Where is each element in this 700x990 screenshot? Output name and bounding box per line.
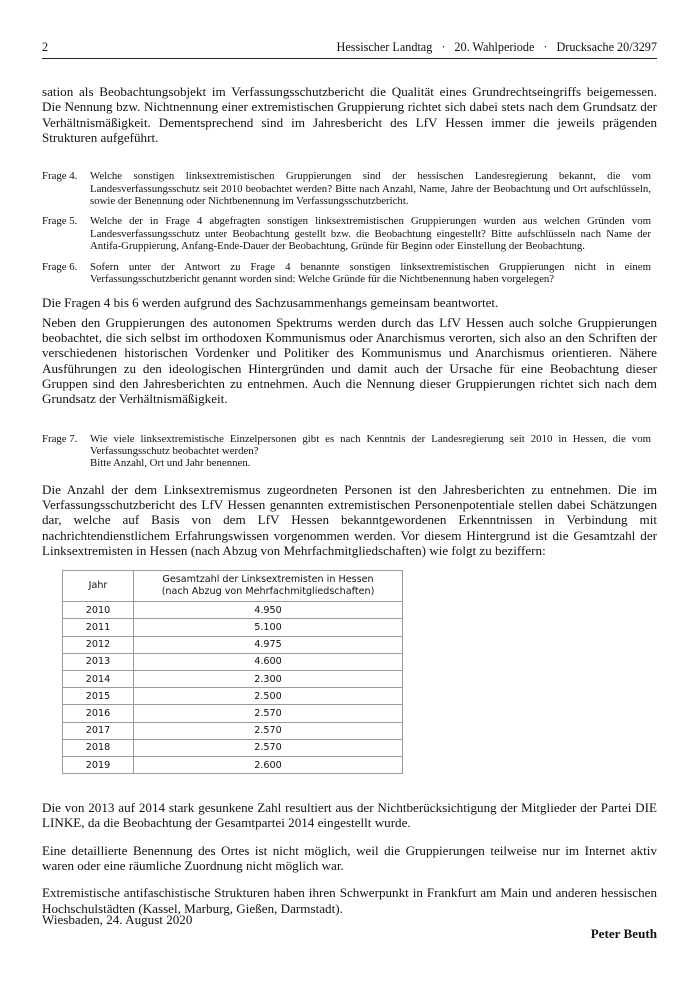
count-cell: 4.950 <box>134 602 403 619</box>
column-header-line: Gesamtzahl der Linksextremisten in Hessen <box>162 574 374 586</box>
question-text-line: Wie viele linksextremistische Einzelpersonen gibt es nach Kenntnis der Landesregierung seit 2010 in Hessen, die vom Verfassungsschutz beobachtet werden? <box>90 432 651 457</box>
count-cell: 2.570 <box>134 705 403 722</box>
table-row <box>63 722 403 739</box>
question-text: Welche der in Frage 4 abgefragten sonstigen linksextremistischen Gruppierungen wurden aus welchen Gründen vom Landesverfassungsschutz unter Beobachtung gestellt bzw. die Beobachtung eingestellt? Bitte aufschlüsseln nach Name der Antifa-Gruppierung, Anfang-Ende-Dauer der Beobachtung, Gründe für Beginn oder Einstellung der Beobachtung. <box>90 215 651 253</box>
year-cell: 2015 <box>63 688 134 705</box>
answer-paragraph-4: Eine detaillierte Benennung des Ortes ist nicht möglich, weil die Gruppierungen teilweise nur im Internet aktiv waren oder eine räumliche Zuordnung nicht möglich war. <box>42 842 657 873</box>
question-text-line: Bitte Anzahl, Ort und Jahr benennen. <box>90 457 251 470</box>
header-separator: · <box>441 40 446 54</box>
question-text <box>90 433 657 470</box>
header-meta <box>42 40 657 55</box>
table-row <box>63 619 403 636</box>
question-text: Sofern unter der Antwort zu Frage 4 benannte sonstigen linksextremistischen Gruppierungen nicht in einem Verfassungsschutzbericht genannt worden sind: Welche Gründe für die Nichtbenennung haben vorgelegen? <box>90 260 651 286</box>
year-cell: 2016 <box>63 705 134 722</box>
question-4 <box>42 170 657 207</box>
answer-intro: Die Fragen 4 bis 6 werden aufgrund des Sachzusammenhangs gemeinsam beantwortet. <box>42 295 499 311</box>
count-cell: 2.500 <box>134 688 403 705</box>
count-cell: 2.570 <box>134 722 403 739</box>
column-header-year: Jahr <box>63 571 134 602</box>
question-text: Welche sonstigen linksextremistischen Gruppierungen sind der hessischen Landesregierung bekannt, die vom Landesverfassungsschutz seit 2010 beobachtet werden? Bitte nach Anzahl, Name, Jahre der Beobachtung und Ort aufschlüsseln, sowie der Benennung oder Nichtbenennung im Verfassungsschutzbericht. <box>90 170 651 207</box>
answer-paragraph-2: Die Anzahl der dem Linksextremismus zugeordneten Personen ist den Jahresberichten zu entnehmen. Die im Verfassungsschutzbericht des LfV Hessen genannten extremistischen Personenpotentiale stellen dabei Schätzungen dar, welche auf Basis von dem LfV Hessen bekanntgewordenen Erkenntnissen in Verbindung mit nachrichtendienstlichem Erfahrungswissen vorgenommen werden. Vor diesem Hintergrund ist die Gesamtzahl der Linksextremisten in Hessen (nach Abzug von Mehrfachmitgliedschaften) wie folgt zu beziffern: <box>42 481 657 558</box>
table-row <box>63 670 403 687</box>
table-row <box>63 705 403 722</box>
question-label: Frage 6. <box>42 260 78 273</box>
place-date: Wiesbaden, 24. August 2020 <box>42 912 193 927</box>
table-row <box>63 653 403 670</box>
table-row <box>63 739 403 756</box>
year-cell: 2012 <box>63 636 134 653</box>
year-cell: 2011 <box>63 619 134 636</box>
signatory-name: Peter Beuth <box>590 926 657 941</box>
table-header-row <box>63 571 403 602</box>
table-row <box>63 636 403 653</box>
table-row <box>63 756 403 773</box>
count-cell: 2.600 <box>134 756 403 773</box>
question-label: Frage 4. <box>42 170 78 183</box>
question-label: Frage 7. <box>42 432 78 445</box>
page-number: 2 <box>42 40 49 54</box>
year-cell: 2017 <box>63 722 134 739</box>
page-content <box>42 84 657 916</box>
answer-paragraph-1: Neben den Gruppierungen des autonomen Spektrums werden durch das LfV Hessen auch solche Gruppierungen beobachtet, die sich selbst im orthodoxen Kommunismus oder Anarchismus verorten, sich also an den Schriften der verschiedenen historischen Vordenker und Politiker des Kommunismus und Anarchismus orientieren. Nähere Ausführungen zu den ideologischen Hintergründen und damit auch der Ursache für eine Beobachtung dieser Gruppen sind den Jahresberichten zu entnehmen. Auch die Nennung dieser Gruppierungen richtet sich nach dem Grundsatz der Verhältnismäßigkeit. <box>42 314 657 407</box>
legislative-period: 20. Wahlperiode <box>454 40 535 54</box>
year-cell: 2014 <box>63 670 134 687</box>
column-header-total <box>134 571 403 602</box>
header-separator: · <box>543 40 548 54</box>
page-header <box>42 40 657 59</box>
count-cell: 2.570 <box>134 739 403 756</box>
question-6 <box>42 261 657 286</box>
answer-paragraph-5: Extremistische antifaschistische Strukturen haben ihren Schwerpunkt in Frankfurt am Main und anderen hessischen Hochschulstädten (Kassel, Marburg, Gießen, Darmstadt). <box>42 885 657 916</box>
year-cell: 2013 <box>63 653 134 670</box>
year-cell: 2018 <box>63 739 134 756</box>
count-cell: 5.100 <box>134 619 403 636</box>
table-row <box>63 602 403 619</box>
parliament-name: Hessischer Landtag <box>336 40 433 54</box>
table-row <box>63 688 403 705</box>
year-cell: 2019 <box>63 756 134 773</box>
year-cell: 2010 <box>63 602 134 619</box>
extremists-table <box>62 570 403 774</box>
document-number: Drucksache 20/3297 <box>556 40 657 54</box>
answer-paragraph-3: Die von 2013 auf 2014 stark gesunkene Zahl resultiert aus der Nichtberücksichtigung der Mitglieder der Partei DIE LINKE, da die Beobachtung der Gesamtpartei 2014 eingestellt wurde. <box>42 800 657 831</box>
question-5 <box>42 215 657 252</box>
count-cell: 4.600 <box>134 653 403 670</box>
question-7 <box>42 433 657 470</box>
count-cell: 4.975 <box>134 636 403 653</box>
question-label: Frage 5. <box>42 215 78 228</box>
column-header-line: (nach Abzug von Mehrfachmitgliedschaften) <box>161 586 375 598</box>
intro-paragraph: sation als Beobachtungsobjekt im Verfassungsschutzbericht die Qualität eines Grundrechtseingriffs beigemessen. Die Nennung bzw. Nichtnennung einer extremistischen Gruppierung richtet sich dabei stets nach dem Grundsatz der Verhältnismäßigkeit. Dementsprechend sind im Jahresbericht des LfV Hessen immer die jeweils prägenden Strukturen aufgeführt. <box>42 84 657 145</box>
count-cell: 2.300 <box>134 670 403 687</box>
